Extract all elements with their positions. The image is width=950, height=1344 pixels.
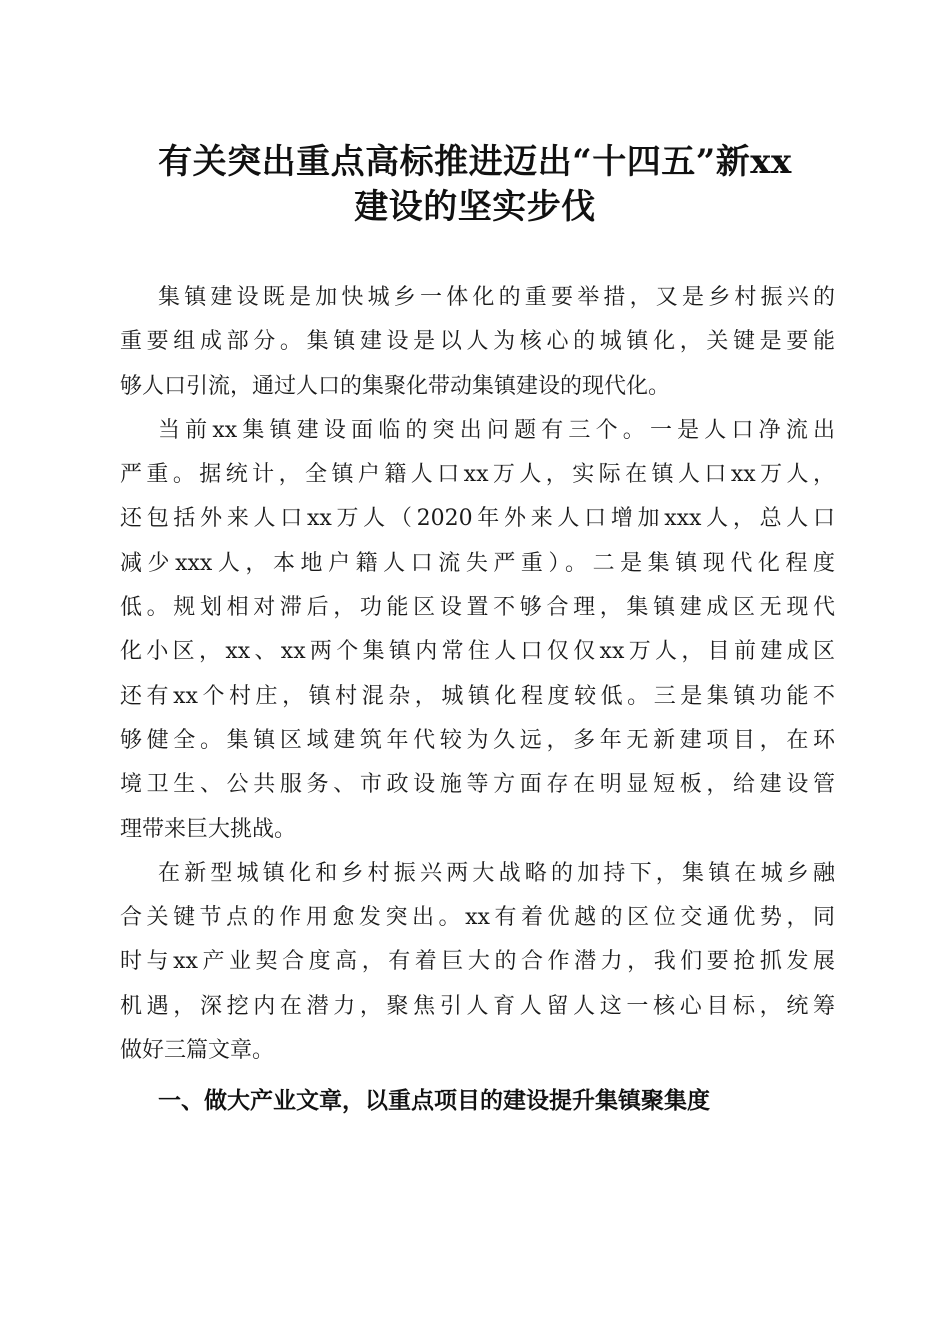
document-title-line-1: 有关突出重点高标推进迈出“十四五”新xx	[158, 142, 792, 182]
paragraph-line: 合关键节点的作用愈发突出。xx有着优越的区位交通优势，同	[120, 905, 835, 931]
paragraph-line: 时与xx产业契合度高，有着巨大的合作潜力，我们要抢抓发展	[120, 949, 835, 975]
document-body	[120, 276, 835, 1073]
paragraph-line: 严重。据统计，全镇户籍人口xx万人，实际在镇人口xx万人，	[120, 462, 835, 488]
paragraph-line: 化小区，xx、xx两个集镇内常住人口仅仅xx万人，目前建成区	[120, 639, 835, 665]
paragraph-line: 低。规划相对滞后，功能区设置不够合理，集镇建成区无现代	[120, 595, 835, 621]
paragraph-2	[120, 409, 835, 852]
paragraph-line: 减少xxx人，本地户籍人口流失严重）。二是集镇现代化程度	[120, 550, 835, 576]
section-heading: 一、做大产业文章，以重点项目的建设提升集镇聚集度	[158, 1088, 710, 1114]
paragraph-line: 做好三篇文章。	[120, 1038, 275, 1064]
paragraph-line: 集镇建设既是加快城乡一体化的重要举措，又是乡村振兴的	[158, 285, 835, 310]
paragraph-line: 还有xx个村庄，镇村混杂，城镇化程度较低。三是集镇功能不	[120, 683, 835, 709]
paragraph-line: 重要组成部分。集镇建设是以人为核心的城镇化，关键是要能	[120, 329, 835, 355]
paragraph-3	[120, 852, 835, 1073]
paragraph-line: 当前xx集镇建设面临的突出问题有三个。一是人口净流出	[158, 417, 835, 443]
paragraph-line: 还包括外来人口xx万人（2020年外来人口增加xxx人，总人口	[120, 506, 835, 532]
paragraph-line: 机遇，深挖内在潜力，聚焦引人育人留人这一核心目标，统筹	[120, 993, 835, 1019]
paragraph-line: 够健全。集镇区域建筑年代较为久远，多年无新建项目，在环	[120, 727, 835, 753]
document-title-line-2: 建设的坚实步伐	[354, 187, 596, 227]
paragraph-line: 够人口引流，通过人口的集聚化带动集镇建设的现代化。	[120, 373, 671, 399]
paragraph-line: 理带来巨大挑战。	[120, 816, 297, 842]
paragraph-line: 在新型城镇化和乡村振兴两大战略的加持下，集镇在城乡融	[158, 860, 835, 886]
paragraph-1	[120, 276, 835, 409]
paragraph-line: 境卫生、公共服务、市政设施等方面存在明显短板，给建设管	[120, 772, 835, 798]
